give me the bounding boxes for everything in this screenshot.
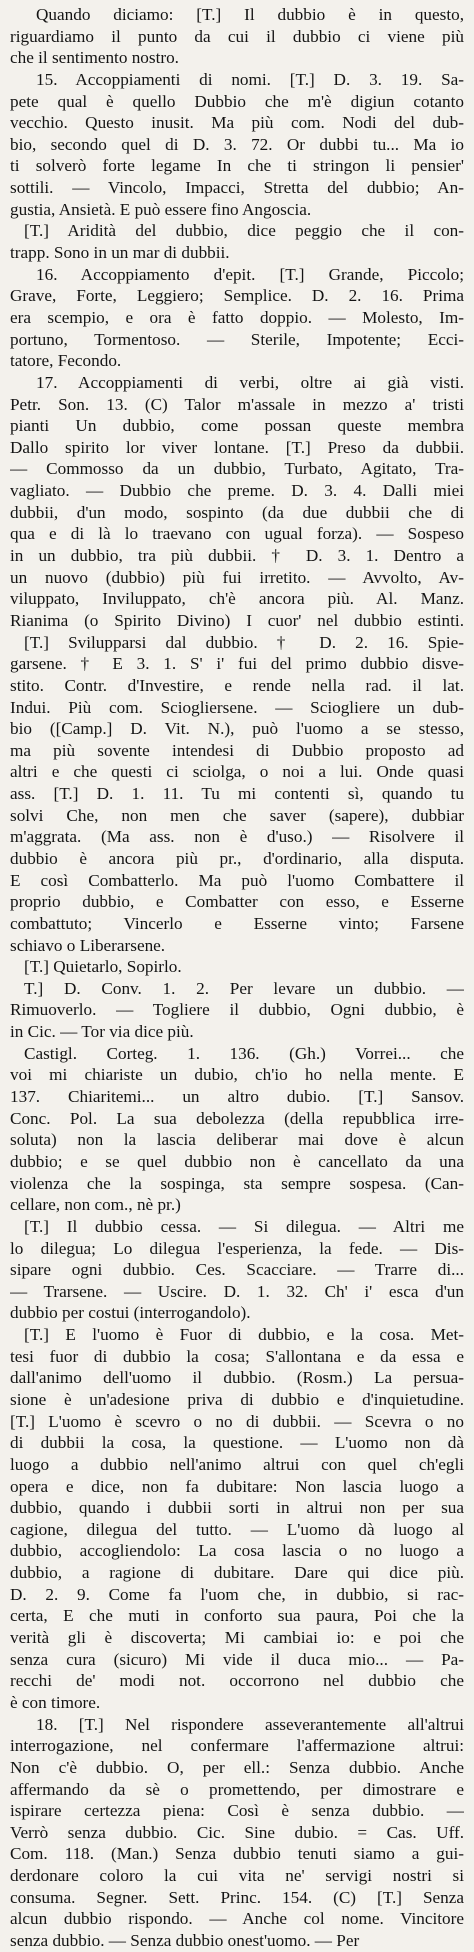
text-line: riguardiamo il punto da cui il dubbio ci viene più bbox=[10, 26, 464, 46]
text-line: Castigl. Corteg. 1. 136. (Gh.) Vorrei... che bbox=[24, 1043, 464, 1063]
text-line: 18. [T.] Nel rispondere asseverantemente all'altrui bbox=[36, 1714, 464, 1734]
text-line: 137. Chiaritemi... un altro dubio. [T.] Sansov. bbox=[10, 1087, 464, 1107]
text-line: stito. Contr. d'Investire, e rende nella rad. il lat. bbox=[10, 675, 464, 695]
text-line: [T.] Aridità del dubbio, dice peggio che il con- bbox=[24, 221, 464, 241]
text-line: cellare, non com., nè pr.) bbox=[10, 1195, 181, 1215]
text-line: vecchio. Questo inusit. Ma più com. Nodi del dub- bbox=[10, 113, 464, 133]
text-line: dall'animo dell'uomo il dubbio. (Rosm.) La persua- bbox=[10, 1368, 464, 1388]
text-line: recchi de' modi not. occorrono nel dubbio che bbox=[10, 1671, 464, 1691]
text-line: dubbii, d'un modo, sospinto (da due dubbii che di bbox=[10, 502, 464, 522]
text-line: in Cic. — Tor via dice più. bbox=[10, 1022, 194, 1042]
text-line: soluta) non la lascia deliberar mai dove è alcun bbox=[10, 1130, 464, 1150]
text-line: 17. Accoppiamenti di verbi, oltre ai già visti. bbox=[36, 372, 464, 392]
text-line: altri e che questi ci sciolga, o noi a lui. Onde quasi bbox=[10, 762, 464, 782]
text-line: senza dubbio. — Senza dubbio onest'uomo. — Per bbox=[10, 1931, 360, 1951]
text-line: dubbio è ancora più pr., d'ordinario, alla disputa. bbox=[10, 848, 464, 868]
text-line: è con timore. bbox=[10, 1692, 101, 1712]
dictionary-entry-text bbox=[10, 4, 464, 1952]
text-line: era scempio, e ora è fatto doppio. — Molesto, Im- bbox=[10, 307, 464, 327]
text-line: Verrò senza dubbio. Cic. Sine dubio. = Cas. Uff. bbox=[10, 1822, 464, 1842]
text-line: solvi Che, non men che saver (sapere), dubbiar bbox=[10, 805, 464, 825]
text-line: dubbio, accogliendolo: La cosa lascia o no luogo a bbox=[10, 1541, 464, 1561]
text-line: dubbio, a ragione di dubitare. Dare qui dice più. bbox=[10, 1563, 464, 1583]
text-line: E così Combatterlo. Ma può l'uomo Combattere il bbox=[10, 870, 464, 890]
text-line: in un dubbio, tra più dubbii. † D. 3. 1. Dentro a bbox=[10, 546, 464, 566]
text-line: di dubbii la cosa, la questione. — L'uomo non dà bbox=[10, 1433, 464, 1453]
text-line: Rimuoverlo. — Togliere il dubbio, Ogni dubbio, è bbox=[10, 1000, 464, 1020]
text-line: ti solverò forte legame In che ti stringon li pensier' bbox=[10, 156, 464, 176]
text-line: qua e di là lo traevano con ugual forza). — Sospeso bbox=[10, 524, 464, 544]
text-line: proprio dubbio, e Combatter con esso, e Esserne bbox=[10, 892, 464, 912]
text-line: bio ([Camp.] D. Vit. N.), può l'uomo a se stesso, bbox=[10, 719, 464, 739]
text-line: opera e dice, non fa dubitare: Non lascia luogo a bbox=[10, 1476, 464, 1496]
text-line: garsene. † E 3. 1. S' i' fui del primo dubbio disve- bbox=[10, 654, 464, 674]
text-line: portuno, Tormentoso. — Sterile, Impotente; Ecci- bbox=[10, 329, 464, 349]
text-line: pianti Un dubbio, come possan queste membra bbox=[10, 416, 464, 436]
text-line: [T.] E l'uomo è Fuor di dubbio, e la cosa. Met- bbox=[24, 1325, 464, 1345]
text-line: tesi fuor di dubbio la cosa; S'allontana e da essa e bbox=[10, 1346, 464, 1366]
text-line: ispirare certezza piena: Così è senza dubbio. — bbox=[10, 1801, 464, 1821]
text-line: lo dilegua; Lo dilegua l'esperienza, la fede. — Dis- bbox=[10, 1238, 464, 1258]
text-line: Non c'è dubbio. O, per ell.: Senza dubbio. Anche bbox=[10, 1757, 464, 1777]
text-line: Com. 118. (Man.) Senza dubbio tenuti siamo a gui- bbox=[10, 1844, 464, 1864]
text-line: Quando diciamo: [T.] Il dubbio è in questo, bbox=[36, 5, 464, 24]
text-line: gustia, Ansietà. E può essere fino Angoscia. bbox=[10, 199, 312, 219]
text-line: Dallo spirito lor viver lontane. [T.] Preso da dubbii. bbox=[10, 437, 464, 457]
text-line: 16. Accoppiamento d'epit. [T.] Grande, Piccolo; bbox=[36, 264, 464, 284]
text-line: sipare ogni dubbio. Ces. Scacciare. — Trarre di... bbox=[10, 1260, 464, 1280]
text-line: Petr. Son. 13. (C) Talor m'assale in mezzo a' tristi bbox=[10, 394, 464, 414]
text-line: tatore, Fecondo. bbox=[10, 351, 122, 371]
text-line: pete qual è quello Dubbio che m'è digiun cotanto bbox=[10, 91, 464, 111]
text-line: trapp. Sono in un mar di dubbii. bbox=[10, 243, 230, 263]
text-line: affermando da sè o promettendo, per dimostrare e bbox=[10, 1779, 464, 1799]
text-line: sione è un'adesione priva di dubbio e d'inquietudine. bbox=[10, 1390, 464, 1409]
text-line: Indui. Più com. Sciogliersene. — Sciogliere un dub- bbox=[10, 697, 464, 717]
text-line: Conc. Pol. La sua debolezza (della repubblica irre- bbox=[10, 1108, 464, 1128]
text-line: Rianima (o Spirito Divino) I cuor' nel dubbio estinti. bbox=[10, 610, 464, 630]
text-line: D. 2. 9. Come fa l'uom che, in dubbio, si rac- bbox=[10, 1584, 464, 1604]
text-line: voi mi chiariste un dubio, ch'io ho nella mente. E bbox=[10, 1065, 464, 1085]
text-line: ass. [T.] D. 1. 11. Tu mi contenti sì, quando tu bbox=[10, 784, 464, 804]
text-line: derdonare coloro la cui vita ne' servigi nostri si bbox=[10, 1866, 464, 1886]
text-line: T.] D. Conv. 1. 2. Per levare un dubbio. — bbox=[24, 978, 464, 998]
text-line: — Trarsene. — Uscire. D. 1. 32. Ch' i' esca d'un bbox=[10, 1281, 464, 1301]
text-line: interrogazione, nel confermare l'affermazione altrui: bbox=[10, 1736, 464, 1756]
text-line: vagliato. — Dubbio che preme. D. 3. 4. Dalli miei bbox=[10, 481, 464, 501]
text-line: alcun dubbio rispondo. — Anche col nome. Vincitore bbox=[10, 1909, 464, 1929]
text-line: violenza che la sospinga, sta sempre sospesa. (Can- bbox=[10, 1173, 464, 1193]
text-line: consuma. Segner. Sett. Princ. 154. (C) [T.] Senza bbox=[10, 1887, 464, 1907]
text-line: verità gli è discoverta; Mi cambiai io: e poi che bbox=[10, 1628, 464, 1648]
text-line: certa, E che muti in conforto sua paura, Poi che la bbox=[10, 1606, 464, 1626]
text-line: un nuovo (dubbio) più fui irretito. — Avvolto, Av- bbox=[10, 567, 464, 587]
text-line: sottili. — Vincolo, Impacci, Stretta del dubbio; An- bbox=[10, 178, 464, 198]
text-line: dubbio per costui (interrogandolo). bbox=[10, 1303, 251, 1323]
text-line: 15. Accoppiamenti di nomi. [T.] D. 3. 19. Sa- bbox=[36, 69, 464, 89]
text-line: [T.] Svilupparsi dal dubbio. † D. 2. 16. Spie- bbox=[24, 632, 464, 652]
text-line: viluppato, Inviluppato, ch'è ancora più. Al. Manz. bbox=[10, 589, 464, 609]
text-line: dubbio, quando i dubbii sorti in altrui non per sua bbox=[10, 1498, 464, 1518]
text-line: bio, secondo quel di D. 3. 72. Or dubbi tu... Ma io bbox=[10, 134, 464, 154]
text-line: [T.] Il dubbio cessa. — Si dilegua. — Altri me bbox=[24, 1216, 464, 1236]
text-line: [T.] L'uomo è scevro o no di dubbii. — Scevra o no bbox=[10, 1411, 464, 1431]
text-line: che il sentimento nostro. bbox=[10, 48, 179, 68]
text-line: combattuto; Vincerlo e Esserne vinto; Farsene bbox=[10, 913, 464, 933]
text-line: dubbio; e se quel dubbio non è cancellato da una bbox=[10, 1151, 464, 1171]
text-line: senza cura (sicuro) Mi vide il duca mio... — Pa- bbox=[10, 1649, 464, 1669]
text-line: [T.] Quietarlo, Sopirlo. bbox=[24, 957, 182, 977]
text-line: — Commosso da un dubbio, Turbato, Agitato, Tra- bbox=[10, 459, 464, 479]
text-line: ma più sovente intendesi di Dubbio proposto ad bbox=[10, 740, 464, 760]
text-line: schiavo o Liberarsene. bbox=[10, 935, 166, 955]
text-line: cagione, dilegua del tutto. — L'uomo dà luogo al bbox=[10, 1519, 464, 1539]
text-line: luogo a dubbio nell'animo altrui con quel ch'egli bbox=[10, 1454, 464, 1474]
text-line: m'aggrata. (Ma ass. non è d'uso.) — Risolvere il bbox=[10, 827, 464, 847]
text-line: Grave, Forte, Leggiero; Semplice. D. 2. 16. Prima bbox=[10, 286, 464, 306]
